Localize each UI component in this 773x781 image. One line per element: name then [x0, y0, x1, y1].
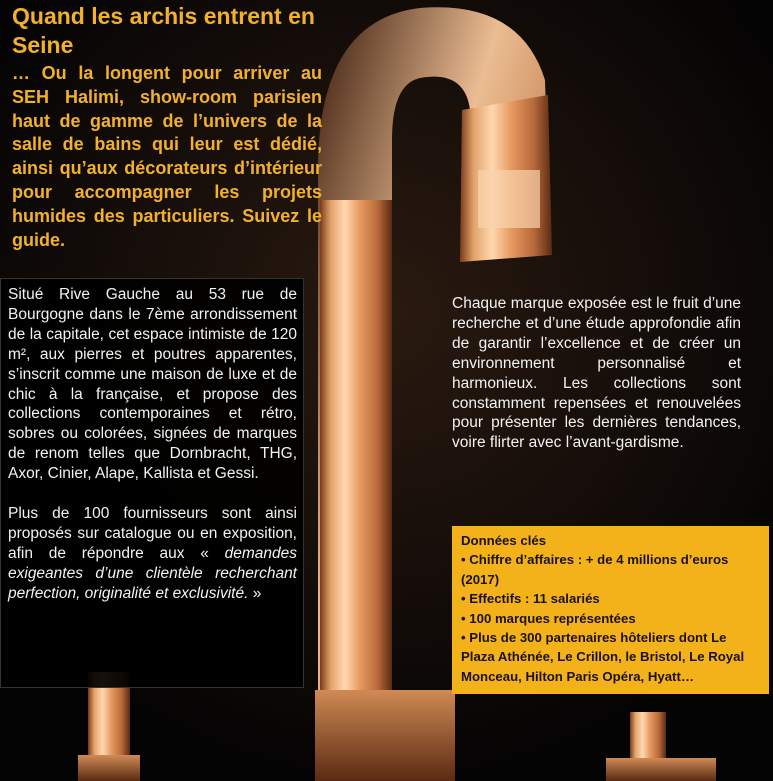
paragraph-2-end: »: [252, 584, 262, 602]
left-text-column: [0, 278, 304, 688]
right-text-column: Chaque marque exposée est le fruit d’une recherche et d’une étude approfondie afin de garantir l’excellence et de créer un environnement personnalisé et harmonieux. Les collections sont constamment repensées et renouvelées pour présenter les dernières tendances, voire flirter avec l’avant-gardisme.: [452, 295, 741, 452]
key-data-item: • Chiffre d’affaires : + de 4 millions d’euros (2017): [461, 550, 761, 589]
key-data-list: [461, 550, 761, 686]
client-quote: demandes exigeantes d’une clientèle recherchant perfection, originalité et exclusivité.: [8, 544, 297, 602]
key-data-item: • 100 marques représentées: [461, 609, 761, 628]
key-data-box: [452, 526, 769, 694]
paragraph-2-start: Plus de 100 fournisseurs sont ainsi proposés sur catalogue ou en exposition, afin de répondre aux «: [8, 504, 297, 562]
article-title: Quand les archis entrent en Seine: [12, 3, 315, 58]
key-data-heading: Données clés: [461, 533, 547, 548]
key-data-item: • Effectifs : 11 salariés: [461, 589, 761, 608]
article-intro: … Ou la longent pour arriver au SEH Halimi, show-room parisien haut de gamme de l’univers de la salle de bains qui leur est dédié, ainsi qu’aux décorateurs d’intérieur pour accompagner les projets humides des particuliers. Suivez le guide.: [12, 63, 322, 250]
key-data-item: • Plus de 300 partenaires hôteliers dont Le Plaza Athénée, Le Crillon, le Bristol, Le Royal Monceau, Hilton Paris Opéra, Hyatt…: [461, 628, 761, 686]
left-paragraph-2: [8, 504, 297, 604]
left-paragraph-1: Situé Rive Gauche au 53 rue de Bourgogne dans le 7ème arrondissement de la capitale, cet espace intimiste de 120 m², aux pierres et poutres apparentes, s’inscrit comme une maison de luxe et de chic à la française, et propose des collections contemporaines et rétro, sobres ou colorées, signées de marques de renom telles que Dornbracht, THG, Axor, Cinier, Alape, Kallista et Gessi.: [8, 286, 297, 483]
